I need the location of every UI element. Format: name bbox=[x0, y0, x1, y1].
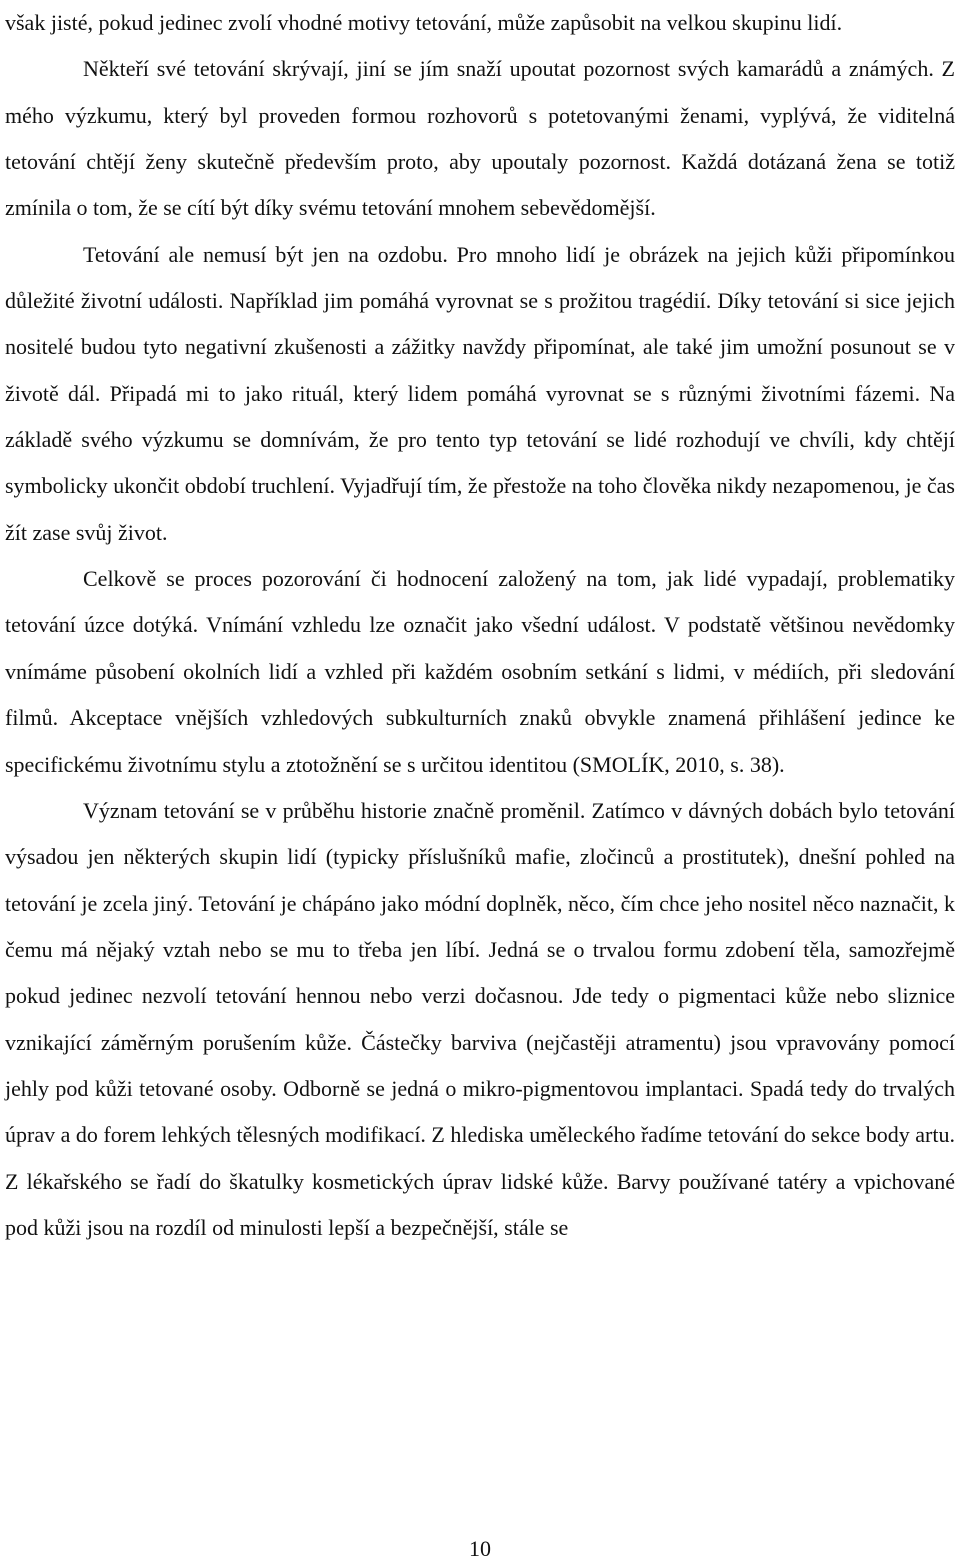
page-number: 10 bbox=[469, 1536, 491, 1561]
paragraph-tattoo-attention: Někteří své tetování skrývají, jiní se jím snaží upoutat pozornost svých kamarádů a známých. Z mého výzkumu, který byl proveden formou rozhovorů s potetovanými ženami, vyplývá, že viditelná tetování chtějí ženy skutečně především proto, aby upoutaly pozornost. Každá dotázaná žena se totiž zmínila o tom, že se cítí být díky svému tetování mnohem sebevědomější. bbox=[5, 56, 955, 221]
paragraph-tattoo-history: Význam tetování se v průběhu historie značně proměnil. Zatímco v dávných dobách bylo tetování výsadou jen některých skupin lidí (typicky příslušníků mafie, zločinců a prostitutek), dnešní pohled na tetování je zcela jiný. Tetování je chápáno jako módní doplněk, něco, čím chce jeho nositel něco naznačit, k čemu má nějaký vztah nebo se mu to třeba jen líbí. Jedná se o trvalou formu zdobení těla, samozřejmě pokud jedinec nezvolí tetování hennou nebo verzi dočasnou. Jde tedy o pigmentaci kůže nebo sliznice vznikající záměrným porušením kůže. Částečky barviva (nejčastěji atramentu) jsou vpravovány pomocí jehly pod kůži tetované osoby. Odborně se jedná o mikro-pigmentovou implantaci. Spadá tedy do trvalých úprav a do forem lehkých tělesných modifikací. Z hlediska uměleckého řadíme tetování do sekce body artu. Z lékařského se řadí do škatulky kosmetických úprav lidské kůže. Barvy používané tatéry a vpichované pod kůži jsou na rozdíl od minulosti lepší a bezpečnější, stále se bbox=[5, 797, 955, 1240]
paragraph-tattoo-life-event: Tetování ale nemusí být jen na ozdobu. Pro mnoho lidí je obrázek na jejich kůži připomínkou důležité životní události. Například jim pomáhá vyrovnat se s prožitou tragédií. Díky tetování si sice jejich nositelé budou tyto negativní zkušenosti a zážitky navždy připomínat, ale také jim umožní posunout se v životě dál. Připadá mi to jako rituál, který lidem pomáhá vyrovnat se s různými životními fázemi. Na základě svého výzkumu se domnívám, že pro tento typ tetování se lidé rozhodují ve chvíli, kdy chtějí symbolicky ukončit období truchlení. Vyjadřují tím, že přestože na toho člověka nikdy nezapomenou, je čas žít zase svůj život. bbox=[5, 241, 955, 545]
paragraph-continuation: však jisté, pokud jedinec zvolí vhodné motivy tetování, může zapůsobit na velkou skupinu lidí. bbox=[5, 10, 843, 35]
paragraph-appearance-perception: Celkově se proces pozorování či hodnocení založený na tom, jak lidé vypadají, problematiky tetování úzce dotýká. Vnímání vzhledu lze označit jako všední událost. V podstatě většinou nevědomky vnímáme působení okolních lidí a vzhled při každém osobním setkání s lidmi, v médiích, při sledování filmů. Akceptace vnějších vzhledových subkulturních znaků obvykle znamená přihlášení jedince ke specifickému životnímu stylu a ztotožnění se s určitou identitou (SMOLÍK, 2010, s. 38). bbox=[5, 566, 955, 777]
body-text bbox=[5, 0, 955, 1251]
